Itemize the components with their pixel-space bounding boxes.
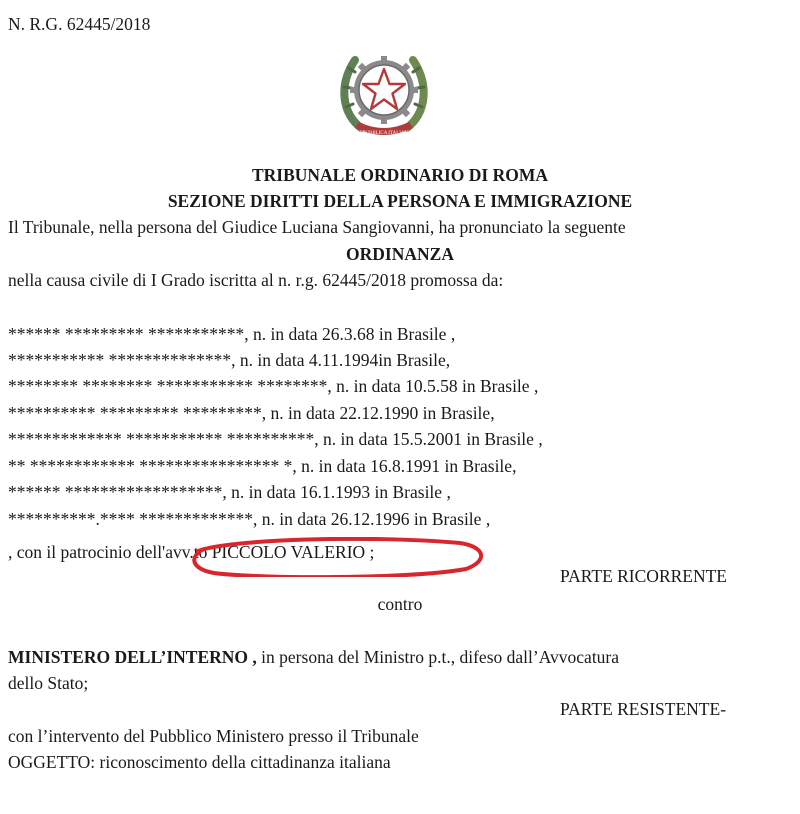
case-number: N. R.G. 62445/2018 [8,14,151,34]
party-line: ****** ******************, n. in data 16.1.1993 in Brasile , [8,482,451,502]
emblem-of-italy-icon [333,42,435,146]
party-line: ****** ********* ***********, n. in data 26.3.68 in Brasile , [8,324,456,344]
court-section: SEZIONE DIRITTI DELLA PERSONA E IMMIGRAZIONE [167,191,633,211]
svg-text:REPUBBLICA ITALIANA: REPUBBLICA ITALIANA [356,131,412,136]
party-line: *********** **************, n. in data 4.11.1994in Brasile, [8,350,451,370]
subject-line: OGGETTO: riconoscimento della cittadinanza italiana [8,752,391,772]
court-name: TRIBUNALE ORDINARIO DI ROMA [251,165,549,185]
intervention-line: con l’intervento del Pubblico Ministero presso il Tribunale [8,726,419,746]
party-line: ** ************ **************** *, n. in data 16.8.1991 in Brasile, [8,456,517,476]
respondent-description-continued: dello Stato; [8,673,89,693]
applicant-label: PARTE RICORRENTE [560,566,728,586]
versus-label: contro [377,594,423,614]
counsel-line: , con il patrocinio dell'avv.to PICCOLO VALERIO ; [8,542,375,562]
document-type: ORDINANZA [346,244,454,264]
intro-line: Il Tribunale, nella persona del Giudice Luciana Sangiovanni, ha pronunciato la seguente [8,217,626,237]
party-line: ************* *********** **********, n. in data 15.5.2001 in Brasile , [8,429,543,449]
party-line: ********** ********* *********, n. in data 22.12.1990 in Brasile, [8,403,495,423]
cause-line: nella causa civile di I Grado iscritta al n. r.g. 62445/2018 promossa da: [8,270,504,290]
highlight-circle [190,537,488,577]
respondent-line [8,646,619,668]
respondent-label: PARTE RESISTENTE- [560,699,727,719]
party-line: **********.**** *************, n. in data 26.12.1996 in Brasile , [8,509,491,529]
party-line: ******** ******** *********** ********, n. in data 10.5.58 in Brasile , [8,376,539,396]
respondent-description: in persona del Ministro p.t., difeso dall’Avvocatura [256,647,620,667]
respondent-name: MINISTERO DELL’INTERNO , [8,647,257,667]
